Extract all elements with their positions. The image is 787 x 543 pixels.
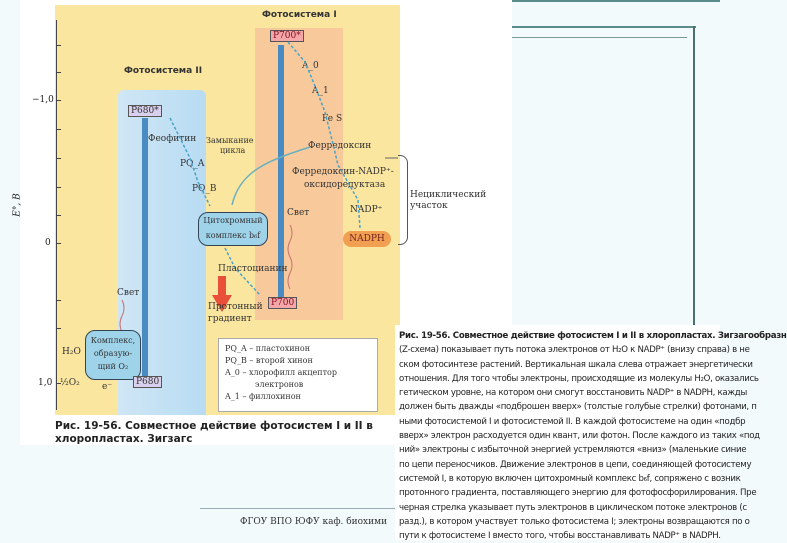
text-line: пути к фотосистеме I вместо того, чтобы восстанавливать NADP⁺ в NADPH. (399, 531, 721, 542)
cyclic-flow-arrow (232, 147, 310, 205)
text-line: ском фотосинтезе растений. Вертикальная шкала слева отражает энергетически (399, 359, 753, 370)
fnr-label-2: оксидоредуктаза (304, 180, 386, 190)
noncyclic-label-2: участок (410, 201, 448, 211)
complex-label-2: образую- (93, 349, 133, 358)
nadph-oval: NADPH (343, 231, 391, 247)
fnr-label: Ферредоксин-NADP⁺- (292, 167, 394, 177)
light-wave-ps1 (288, 225, 292, 289)
figure-caption: Рис. 19-56. Совместное действие фотосистем I и II в хлоропластах. Зигзагс (55, 420, 373, 445)
p680-star-box: P680* (128, 105, 162, 117)
slide-frame-right (693, 26, 695, 326)
legend-item: электронов (255, 380, 304, 389)
legend-box (218, 338, 378, 412)
a1-label: A_1 (312, 86, 329, 96)
half-o2-label: ½O₂ (60, 378, 80, 388)
a0-label: A_0 (302, 61, 319, 71)
electron-label: e⁻ (102, 382, 113, 392)
y-tick-label: 1,0 (38, 378, 53, 388)
text-line: разд.), в котором участвует только фотосистема I; электроны возвращаются по о (399, 516, 750, 527)
slide-frame-inner (512, 26, 696, 28)
cycle-closure-label: Замыкание (206, 136, 254, 145)
footer-divider (200, 508, 400, 509)
text-line: ний» электроны с избыточной энергией устремляются «вниз» (маленькие синие (399, 445, 747, 456)
complex-label: Комплекс, (90, 336, 136, 345)
text-line: гетическом уровне, на котором они смогут восстановить NADP⁺ в NADPH, кажды (399, 388, 747, 399)
y-tick-label: −1,0 (32, 95, 54, 105)
text-line: должен быть дважды «подброшен вверх» (толстые голубые стрелки) фотонами, п (399, 402, 757, 413)
legend-item: PQ_A – пластохинон (225, 344, 311, 353)
p700-box: P700 (268, 297, 297, 309)
legend-item: A_1 – филлохинон (225, 392, 301, 401)
nadp-label: NADP⁺ (350, 205, 383, 215)
noncyclic-brace (398, 155, 408, 245)
text-line: по цепи переносчиков. Движение электронов в цепи, соединяющей фотосистему (399, 459, 752, 470)
plastocyanin-label: Пластоцианин (218, 264, 288, 274)
photosystem-2-title: Фотосистема II (124, 66, 203, 76)
slide-frame-inner-2 (512, 37, 687, 38)
oxygen-evolving-complex (85, 330, 141, 380)
y-axis-label: E°, B (12, 193, 23, 217)
light-label-ps2: Свет (117, 288, 140, 298)
legend-item: A_0 – хлорофилл акцептор (225, 368, 337, 377)
fes-label: Fe S (322, 114, 343, 124)
ps2-electron-arrow (170, 118, 210, 206)
cytochrome-label-2: комплекс b₆f (205, 231, 261, 240)
text-line: вверх» электрон расходуется один квант, или фотон. После каждого из таких «под (399, 431, 760, 442)
text-line: протонного градиента, поставляющего энергию для фотофосфорилирования. Пре (399, 488, 757, 499)
footer-text: ФГОУ ВПО ЮФУ каф. биохими (240, 517, 388, 527)
y-tick-label: 0 (45, 238, 51, 248)
pqa-label: PQ_A (180, 159, 205, 169)
complex-label-3: щий O₂ (97, 362, 129, 371)
ps1-electron-arrow (288, 42, 360, 228)
legend-item: PQ_B – второй хинон (225, 356, 313, 365)
p700-star-box: P700* (270, 30, 304, 42)
proton-gradient-label-2: градиент (208, 314, 252, 324)
text-line: отношения. Для того чтобы электроны, происходящие из молекулы H₂O, оказались (399, 373, 759, 384)
pheophytin-label: Феофитин (148, 134, 197, 144)
noncyclic-label: Нециклический (410, 190, 487, 200)
proton-gradient-label: Протонный (208, 302, 263, 312)
text-line: (Z-схема) показывает путь потока электронов от H₂O к NADP⁺ (внизу справа) в не (399, 345, 750, 356)
p680-box: P680 (133, 376, 162, 388)
slide-frame-top (512, 0, 720, 2)
text-line: ными фотосистемой I и фотосистемой II. В каждой фотосистеме на один «подбр (399, 416, 746, 427)
text-line: системой I, в которую включен цитохромный комплекс b₆f, сопряжено с возник (399, 473, 741, 484)
cytochrome-complex (198, 212, 268, 246)
cycle-closure-label-2: цикла (220, 146, 246, 155)
cytochrome-label: Цитохромный (203, 216, 263, 225)
ferredoxin-label: Ферредоксин (308, 141, 372, 151)
pqb-label: PQ_B (192, 184, 217, 194)
h2o-label: H₂O (62, 347, 81, 357)
photosystem-1-title: Фотосистема I (262, 10, 337, 20)
text-line: Рис. 19-56. Совместное действие фотосистем I и II в хлоропластах. Зигзагообразн (399, 331, 787, 341)
caption-text-block (395, 325, 787, 542)
light-label-ps1: Свет (287, 208, 310, 218)
text-line: черная стрелка указывает путь электронов в циклическом потоке электронов (с (399, 502, 747, 513)
